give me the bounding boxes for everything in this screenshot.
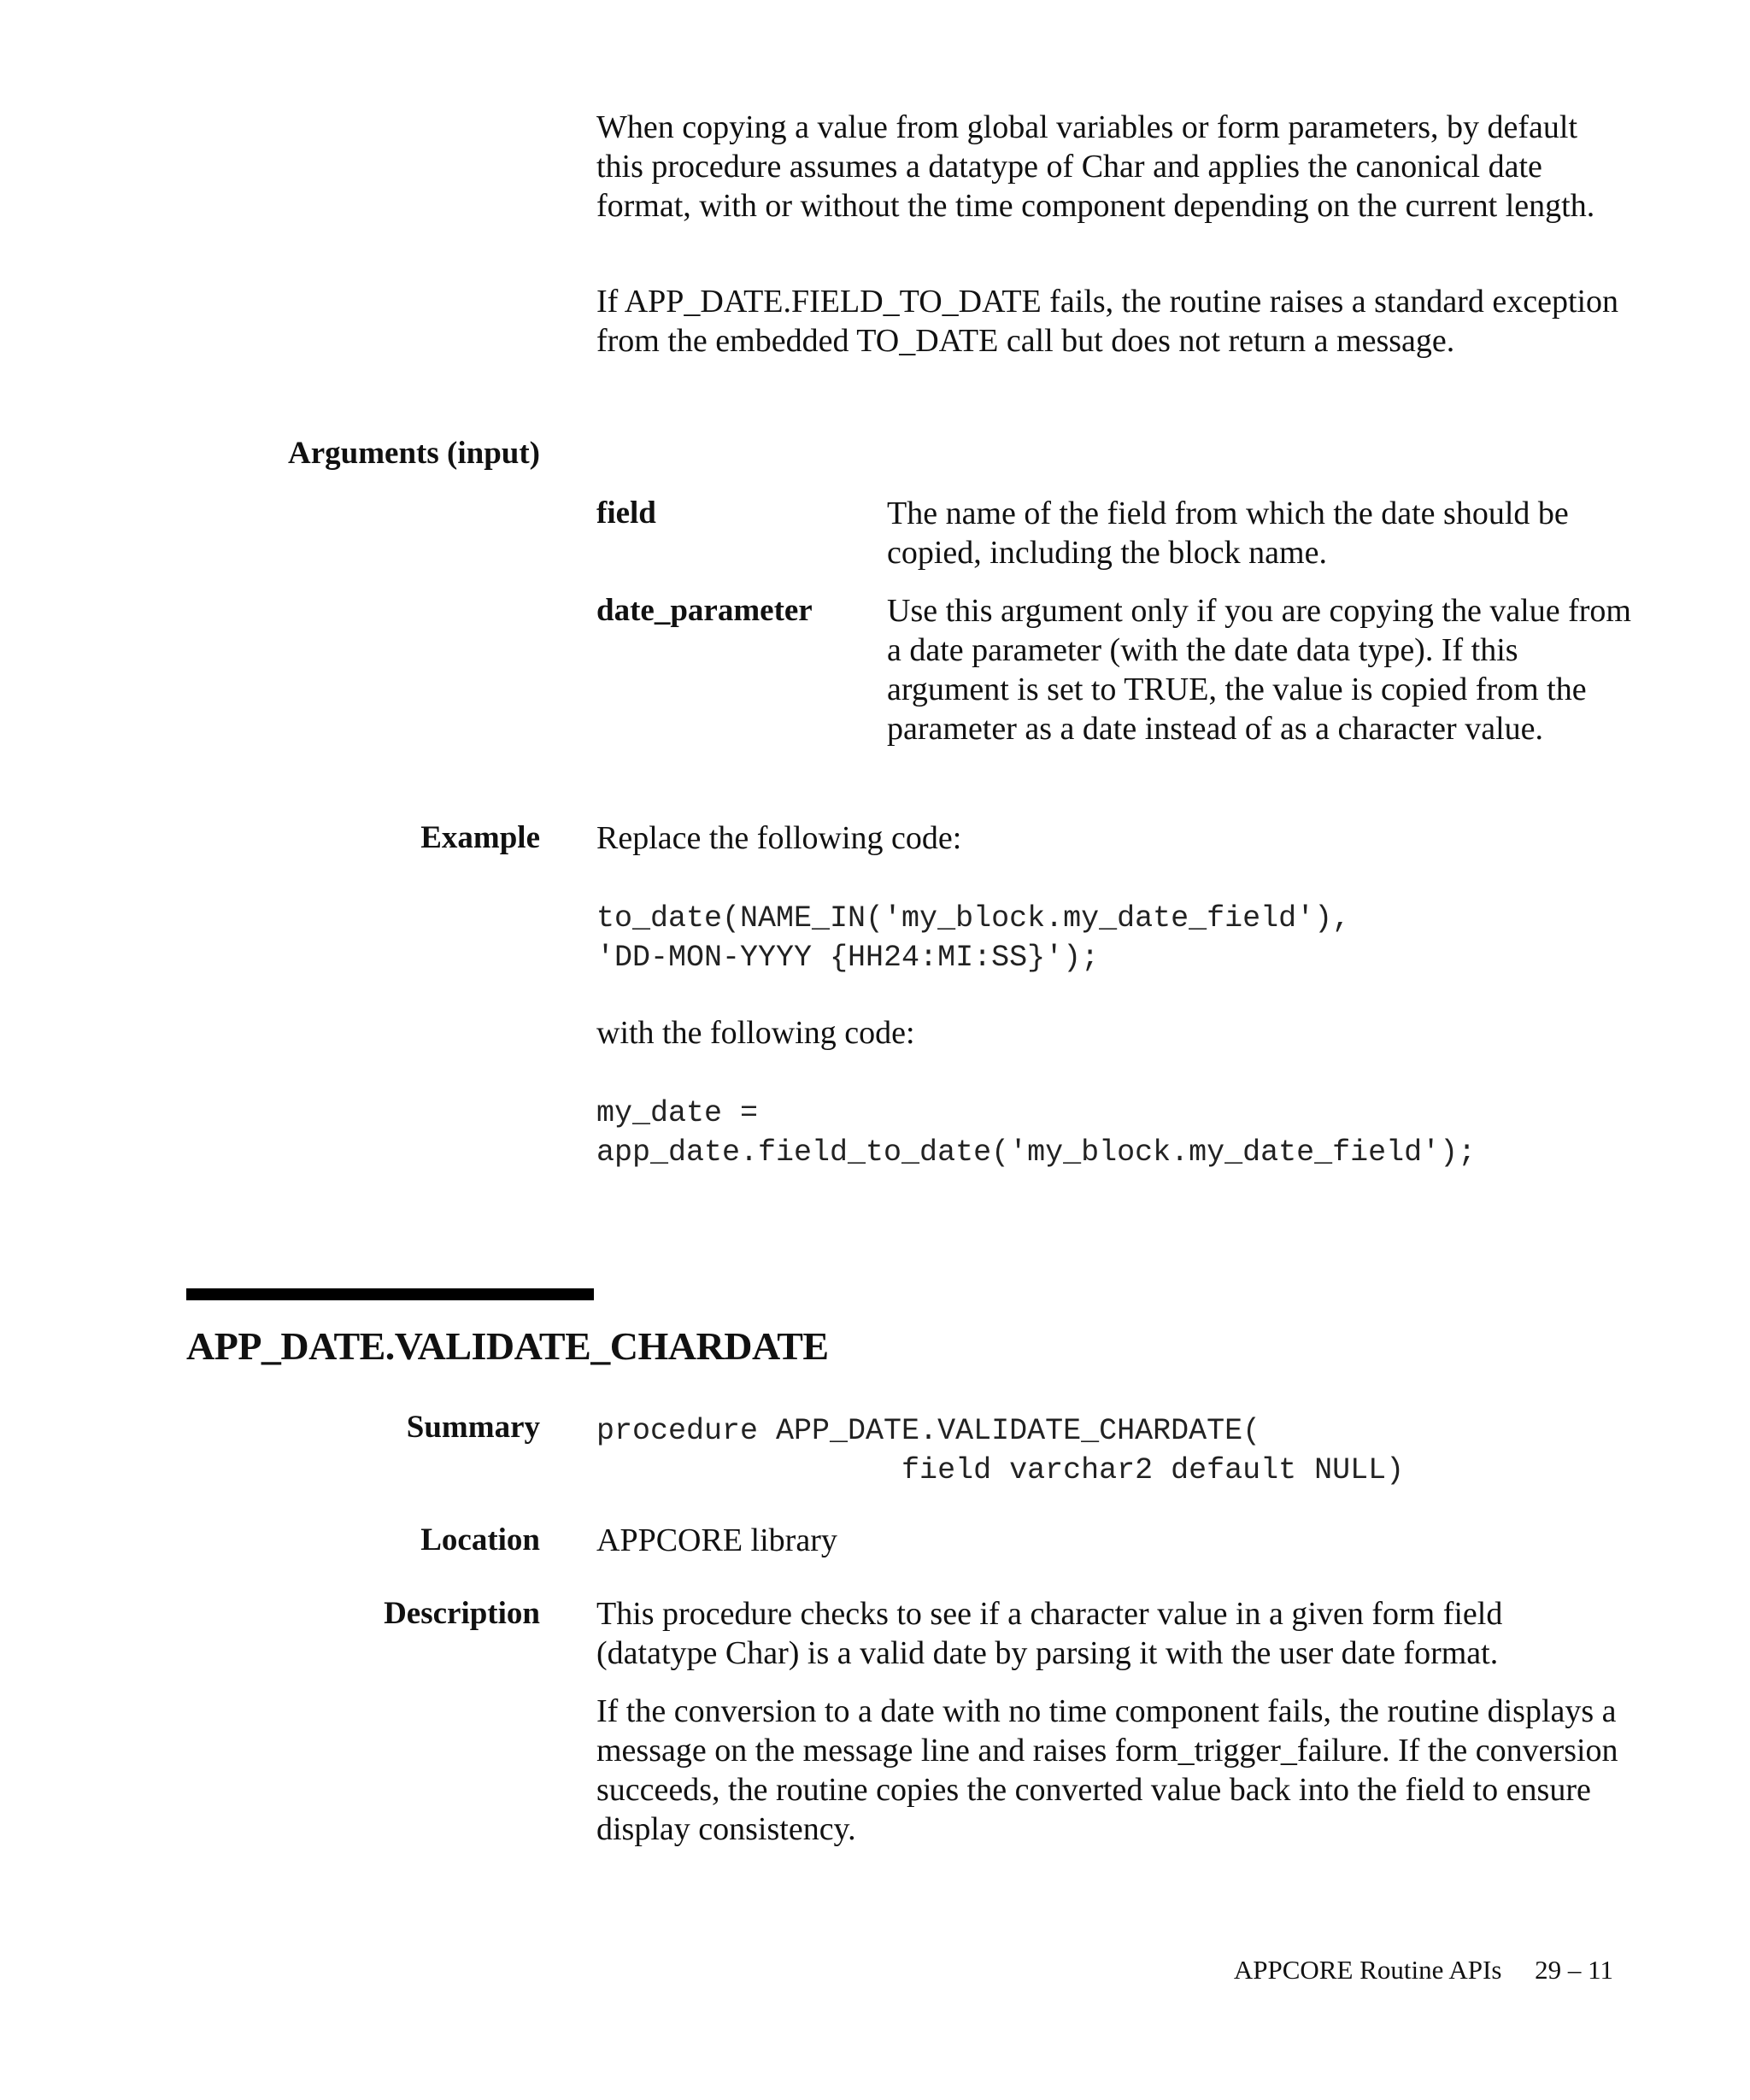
example-followup-text: with the following code:: [596, 1015, 915, 1051]
description-paragraph-1: This procedure checks to see if a character value in a given form field (datatype Char) is a valid date by parsing it with the user date format.: [596, 1596, 1503, 1671]
description-label: Description: [384, 1596, 540, 1631]
example-code-before: to_date(NAME_IN('my_block.my_date_field'), 'DD-MON-YYYY {HH24:MI:SS}');: [596, 901, 1351, 975]
argument-name-field: field: [596, 496, 656, 531]
argument-description-date-parameter: Use this argument only if you are copying the value from a date parameter (with the date data type). If this argument is set to TRUE, the value is copied from the parameter as a date instead of as a character value.: [887, 593, 1631, 747]
summary-label: Summary: [406, 1410, 540, 1445]
footer-title: APPCORE Routine APIs: [1233, 1955, 1502, 1985]
intro-paragraph-1: When copying a value from global variables or form parameters, by default this procedure assumes a datatype of Char and applies the canonical date format, with or without the time component depending on the current length.: [596, 109, 1595, 224]
summary-code: procedure APP_DATE.VALIDATE_CHARDATE( field varchar2 default NULL): [596, 1414, 1405, 1487]
section-heading: APP_DATE.VALIDATE_CHARDATE: [186, 1324, 829, 1368]
intro-paragraph-2: If APP_DATE.FIELD_TO_DATE fails, the routine raises a standard exception from the embedded TO_DATE call but does not return a message.: [596, 284, 1619, 359]
page-footer: [1234, 1953, 1613, 1987]
argument-description-field: The name of the field from which the date should be copied, including the block name.: [887, 496, 1569, 571]
section-divider-rule: [186, 1288, 594, 1300]
argument-name-date-parameter: date_parameter: [596, 593, 813, 628]
arguments-label: Arguments (input): [288, 436, 540, 471]
location-label: Location: [420, 1522, 540, 1557]
example-code-after: my_date = app_date.field_to_date('my_block.my_date_field');: [596, 1096, 1477, 1170]
example-intro-text: Replace the following code:: [596, 820, 962, 856]
example-label: Example: [420, 820, 540, 855]
footer-page-number: 29 – 11: [1535, 1955, 1613, 1985]
location-text: APPCORE library: [596, 1522, 837, 1558]
description-paragraph-2: If the conversion to a date with no time component fails, the routine displays a message on the message line and raises form_trigger_failure. If the conversion succeeds, the routine copies the converted value back into the field to ensure display consistency.: [596, 1693, 1618, 1847]
